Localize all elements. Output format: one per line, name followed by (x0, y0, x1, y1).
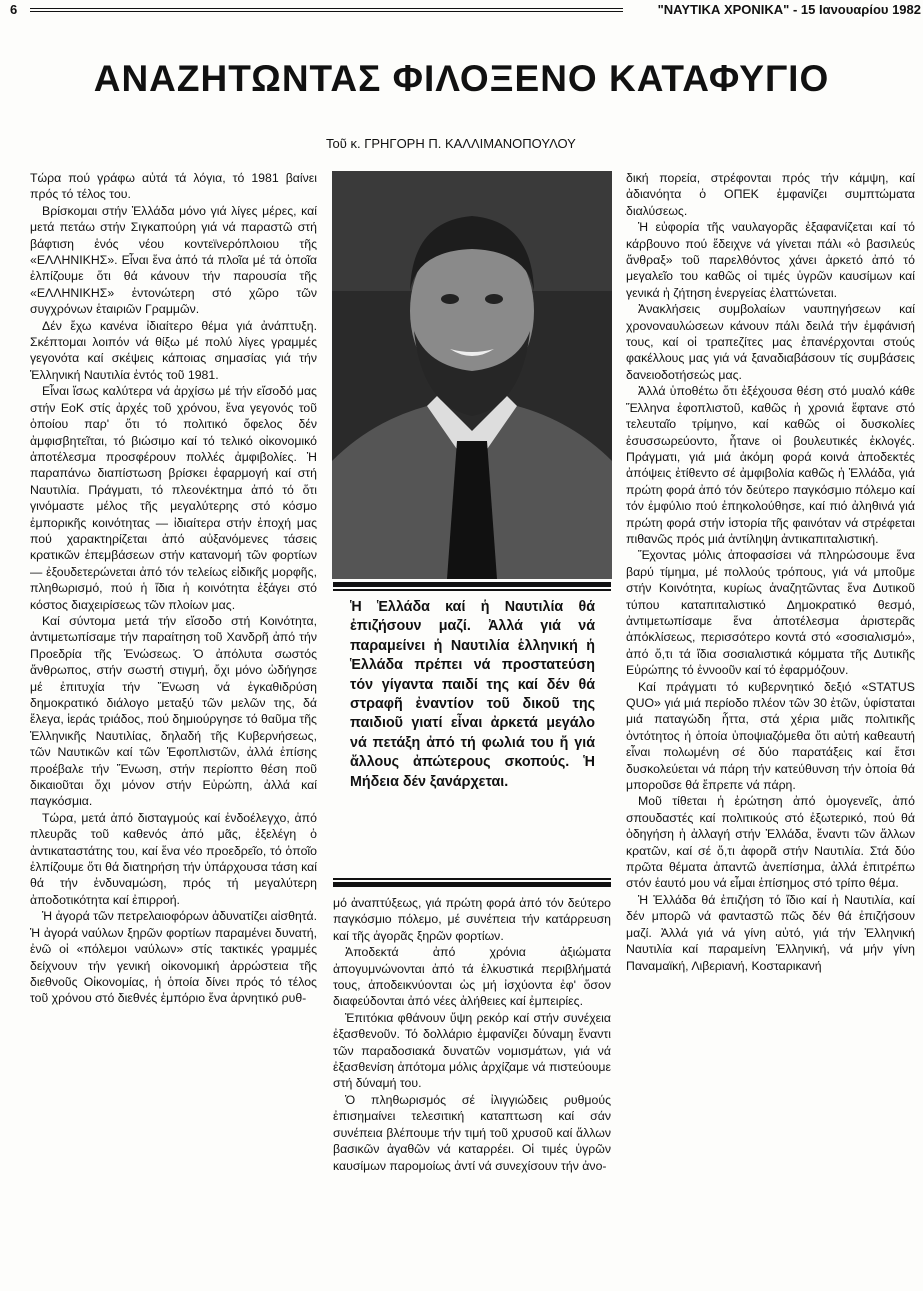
pullquote-rule-bottom (333, 878, 611, 880)
article-byline: Τοῦ κ. ΓΡΗΓΟΡΗ Π. ΚΑΛΛΙΜΑΝΟΠΟΥΛΟΥ (326, 136, 576, 151)
header-rule (30, 11, 623, 12)
portrait-illustration (332, 171, 612, 579)
paragraph: Μοῦ τίθεται ἡ ἐρώτηση ἀπό ὁμογενεῖς, ἀπό σπουδαστές καί πολιτικούς στό ἐξωτερικό, πού θά ὁδηγήση ἡ ἀλλαγή στήν Ἑλλάδα, ἔναντι τῶν ἄλλων κρατῶν, καί σέ ὅ,τι ἀφορᾶ στήν Ναυτιλία. Στά δύο πρῶτα θέματα ἀπαντῶ ἀνεπίσημα, ἀλλά ἐπιτρέπω στόν ἑαυτό μου νά εἶμαι ἐπίσημος στό τρίπο θέμα. (626, 794, 915, 891)
article-title: ΑΝΑΖΗΤΩΝΤΑΣ ΦΙΛΟΞΕΝΟ ΚΑΤΑΦΥΓΙΟ (93, 58, 830, 99)
pullquote-rule-bottom (333, 882, 611, 887)
paragraph: μό ἀναπτύξεως, γιά πρώτη φορά ἀπό τόν δεύτερο παγκόσμιο πόλεμο, μέ συνέπεια τήν κατάρρευση καί τῆς ἀγορᾶς ξηρῶν φορτίων. (333, 896, 611, 943)
paragraph: Ἀποδεκτά ἀπό χρόνια ἀξιώματα ἀπογυμνώνονται ἀπό τά ἑλκυστικά περιβλήματά τους, ἀποδεικνύονται ὡς μή ἰσχύοντα ἐφ' ὅσον διαφεύδονται ἀπό νέες ἀλήθειες καί ἐμπειρίες. (333, 945, 611, 1009)
paragraph: Εἶναι ἴσως καλύτερα νά ἀρχίσω μέ τήν εἴσοδό μας στήν ΕοΚ στίς ἀρχές τοῦ χρόνου, ἕνα γεγονός τοῦ ὁποίου παρ' ὅτι τό πολιτικό ὄφελος δέν ἀμφισβητεῖται, τό βιώσιμο καί τό τελικό οἰκονομικό ἀποτέλεσμα προσφέρουν πολλές ἀμφιβολίες. Ἡ παραπάνω διαπίστωση βρίσκει ἐφαρμογή καί στή Ναυτιλία. Πράγματι, τό πλεονέκτημα ἀπό τό ὅτι γινόμαστε μέλος τῆς μεγαλύτερης στό κόσμο ἐμπορικῆς κοινότητας — ἰδιαίτερα στήν ἐποχή μας πού χαρακτηρίζεται ἀπό αὐξανόμενες τάσεις κρατικῶν ἐπεμβάσεων στήν κατανομή τῶν φορτίων — ἐξουδετερώνεται ἀπό τόν τελείως εἰδικῆς μορφῆς, πληθωρισμό, πού ἡ ἴδια ἡ κοινότητα ἐξάγει στό κόστος διαχειρίσεως τῶν πλοίων μας. (30, 384, 317, 612)
page-header (0, 2, 923, 18)
header-rule (30, 8, 623, 9)
text-column-right (626, 170, 915, 974)
page-number: 6 (10, 2, 18, 17)
paragraph: Καί πράγματι τό κυβερνητικό δεξιό «STATUS QUO» γιά μιά περίοδο πλέον τῶν 30 ἐτῶν, ὑφίσταται μιά παταγώδη ἧττα, στά χέρια μιᾶς πολιτικῆς ὀντότητος ἡ ὁποία ὑποψιαζόμεθα ὅτι αὐτή καθεαυτή εἶναι πολωμένη σέ δύο παρατάξεις καί ἔτσι δυσκολεύεται νά πάρη τήν κατεύθυνση τήν ὁποία θά μποροῦσε θά ἔπρεπε νά πάρη. (626, 679, 915, 793)
paragraph: Ἡ Ἑλλάδα θά ἐπιζήση τό ἴδιο καί ἡ Ναυτιλία, καί δέν μπορῶ νά φανταστῶ πῶς δέν θά ἐπιζήσουν μαζί. Ἀλλά γιά νά γίνη αὐτό, γιά τήν Ἑλληνική Ναυτιλία καί παραμείνη Ἑλληνική, νά μήν γίνη Παναμαϊκή, Λιβεριανή, Κοσταρικανή (626, 892, 915, 973)
text-column-left (30, 170, 317, 1007)
pullquote-rule-top (333, 582, 611, 587)
text-column-middle (333, 895, 611, 1174)
paragraph: Τώρα, μετά ἀπό δισταγμούς καί ἐνδοέλεγχο, ἀπό πλευρᾶς τοῦ καθενός ἀπό μᾶς, ἐξελέγη ὁ ἀντικαταστάτης του, καί ἕνα νέο προεδρεῖο, τό ὁποῖο ἐλπίζουμε ὅτι θά διατηρήση τήν ὑπάρχουσα τάση καί θά τήν ἐνδυναμώση, πρός τή μεγαλύτερη ἀποδοτικότητα καί ἐπιρροή. (30, 810, 317, 907)
paragraph: Τώρα πού γράφω αὐτά τά λόγια, τό 1981 βαίνει πρός τό τέλος του. (30, 171, 317, 202)
publication-line: "ΝΑΥΤΙΚΑ ΧΡΟΝΙΚΑ" - 15 Ιανουαρίου 1982 (654, 2, 921, 17)
pullquote-rule-top (333, 589, 611, 591)
paragraph: Ἐπιτόκια φθάνουν ὕψη ρεκόρ καί στήν συνέχεια ἐξασθενοῦν. Τό δολλάριο ἐμφανίζει δύναμη ἔναντι τῶν παραδοσιακά δυνατῶν νομισμάτων, γιά νά ἐξασθενίση ἀπότομα μόλις ἀρχίζαμε νά πιστεύουμε στή δύναμή του. (333, 1010, 611, 1091)
paragraph: Καί σύντομα μετά τήν εἴσοδο στή Κοινότητα, ἀντιμετωπίσαμε τήν παραίτηση τοῦ Χανδρῆ ἀπό τήν Προεδρία τῆς Ἑνώσεως. Ὁ ἀπόλυτα σωστός ἄνθρωπος, στήν σωστή στιγμή, ὄχι μόνο ὡδήγησε μέ ἐπιτυχία τήν Ἕνωση νά ἐγκαθιδρύση δημοκρατικό διάλογο μεταξύ τῶν μελῶν της, δά ἔλεγα, ἱεράς τριάδος, πού δημιούργησε τό θαῦμα τῆς Ἑλληνικῆς Ναυτιλίας, δηλαδή τῆς Κυβερνήσεως, τῶν Ναυτικῶν καί τῶν Ἐφοπλιστῶν, ἀλλά ἐπίσης προέβαλε τήν Ἕνωση, στήν περίοπτο θέση ποῦ δικαιοῦται ὄχι μόνον στήν Εὐρώπη, ἀλλά καί παγκόσμια. (30, 613, 317, 809)
paragraph: Ἡ ἀγορά τῶν πετρελαιοφόρων ἀδυνατίζει αἰσθητά. Ἡ ἀγορά ναύλων ξηρῶν φορτίων παραμένει δυνατή, ἐνῶ οἱ «πόλεμοι ναύλων» στίς τακτικές γραμμές δείχνουν τήν γενική οἰκονομική ἀρρώστεια τῆς διεθνοῦς Οἰκονομίας, ἡ ὁποία δίνει πρός τό τέλος τοῦ χρόνου στό διεθνές ἐμπόριο ἕνα ἀρνητικό ρυθ- (30, 909, 317, 1006)
paragraph: Δέν ἔχω κανένα ἰδιαίτερο θέμα γιά ἀνάπτυξη. Σκέπτομαι λοιπόν νά θίξω μέ πολύ λίγες γραμμές γεγονότα καί σκέψεις κάποιας σημασίας γιά τήν Ἑλληνική Ναυτιλία ἐντός τοῦ 1981. (30, 318, 317, 382)
paragraph: Ὁ πληθωρισμός σέ ἰλιγγιώδεις ρυθμούς ἐπισημαίνει τελεσιτική καταπτωση καί σάν συνέπεια βλέπουμε τήν τιμή τοῦ χρυσοῦ καί ἄλλων βασικῶν ἀγαθῶν νά καταρρέει. Οἱ τιμές ὑγρῶν καυσίμων παρομοίως ἀντί νά συνεχίσουν τήν ἀνο- (333, 1092, 611, 1173)
paragraph: Ἡ εὐφορία τῆς ναυλαγορᾶς ἐξαφανίζεται καί τό κάρβουνο πού ἔδειχνε νά γίνεται πάλι «ὁ βασιλεύς ἄνθραξ» τοῦ παρελθόντος χάνει ἀρκετό ἀπό τό μεγαλεῖο του καθῶς οἱ τιμές ὑγρῶν καυσίμων καί γενικά ἡ ζήτηση ἐνεργείας ἐλαττώνεται. (626, 220, 915, 300)
paragraph: δική πορεία, στρέφονται πρός τήν κάμψη, καί ἀδιανόητα ὁ ΟΠΕΚ ἐμφανίζει συμπτώματα διαλύσεως. (626, 171, 915, 218)
paragraph: Βρίσκομαι στήν Ἑλλάδα μόνο γιά λίγες μέρες, καί μετά πετάω στήν Σιγκαπούρη γιά νά παραστῶ στή βάφτιση ἑνός νέου κοντεϊνερόπλοιου τῆς «ΕΛΛΗΝΙΚΗΣ». Εἶναι ἕνα ἀπό τά πλοῖα μέ τά ὁποῖα ἐλπίζουμε ὅτι θά κάνουν τήν παρουσία τῆς «ΕΛΛΗΝΙΚΗΣ» ἐντονώτερη στό χῶρο τῶν συγχρόνων ἑταιριῶν Γραμμῶν. (30, 203, 317, 317)
paragraph: Ἀνακλήσεις συμβολαίων ναυπηγήσεων καί χρονοναυλώσεων κάνουν πάλι δειλά τήν ἐμφάνισή τους, καί οἱ τραπεζίτες μας ἐπανέρχονται στούς φακέλλους μας γιά νά ξαναδιαβάσουν τίς συμβάσεις δανειοδοτήσεώς μας. (626, 302, 915, 382)
pull-quote: Ἡ Ἑλλάδα καί ἡ Ναυτιλία θά ἐπιζήσουν μαζί. Ἀλλά γιά νά παραμείνει ἡ Ναυτιλία ἑλληνική ἡ Ἑλλάδα πρέπει νά προστατεύση τόν γίγαντα παιδί της καί δέν θά στραφῆ ἐναντίον τοῦ δικοῦ της παιδιοῦ γιατί εἶναι ἀρκετά μεγάλο νά πετάξη ἀπό τή φωλιά του ἤ γιά ἄλλους ἀπώτερους σκοπούς. Ἡ Μήδεια δέν ξανάρχεται. (350, 599, 595, 790)
paragraph: Ἔχοντας μόλις ἀποφασίσει νά πληρώσουμε ἕνα βαρύ τίμημα, μέ πολλούς τρόπους, γιά νά μποῦμε στήν Κοινότητα, κυρίως ἀναζητῶντας ἕνα Δυτικοῦ τύπου καταπιταλιστικό Δημοκρατικό θεσμό, ἀντιμετωπίσαμε ἕνα ἀποτέλεσμα ἀριστερᾶς ἀπόκλίσεως, περισσότερο κοντά στό «σοσιαλισμό», ἀπό ὅ,τι τά ἴδια σοσιαλιστικά κόμματα τῆς Δυτικῆς Εὐρώπης τό ἐννοοῦν καί τό ἐφαρμόζουν. (626, 548, 915, 678)
author-photo (332, 171, 612, 579)
paragraph: Ἀλλά ὑποθέτω ὅτι ἐξέχουσα θέση στό μυαλό κάθε Ἕλληνα ἐφοπλιστοῦ, καθῶς ἡ χρονιά ἔφτανε στό τελευταῖο τρίμηνο, καί καθῶς οἱ δυσκολίες ἐσυσσωρεύοντο, ἦτανε οἱ βουλευτικές ἐκλογές. Πράγματι, γιά μιά ἀκόμη φορά κοινά ἀποδεκτές ἀπόψεις ἐτίθεντο σέ ἀμφιβολία καθῶς ἡ Ἑλλάδα, γιά πρώτη φορά ἀπό τόν δεύτερο παγκόσμιο πόλεμο καί τόν ἐμφύλιο πού ἐπηκολούθησε, καί πιό ἀληθινά γιά πρώτη φορά στήν ἱστορία τῆς φαινόταν νά στρέφεται πιθανῶς πρός μιά ἀντίληψη ἀντικαπιταλιστική. (626, 384, 915, 546)
